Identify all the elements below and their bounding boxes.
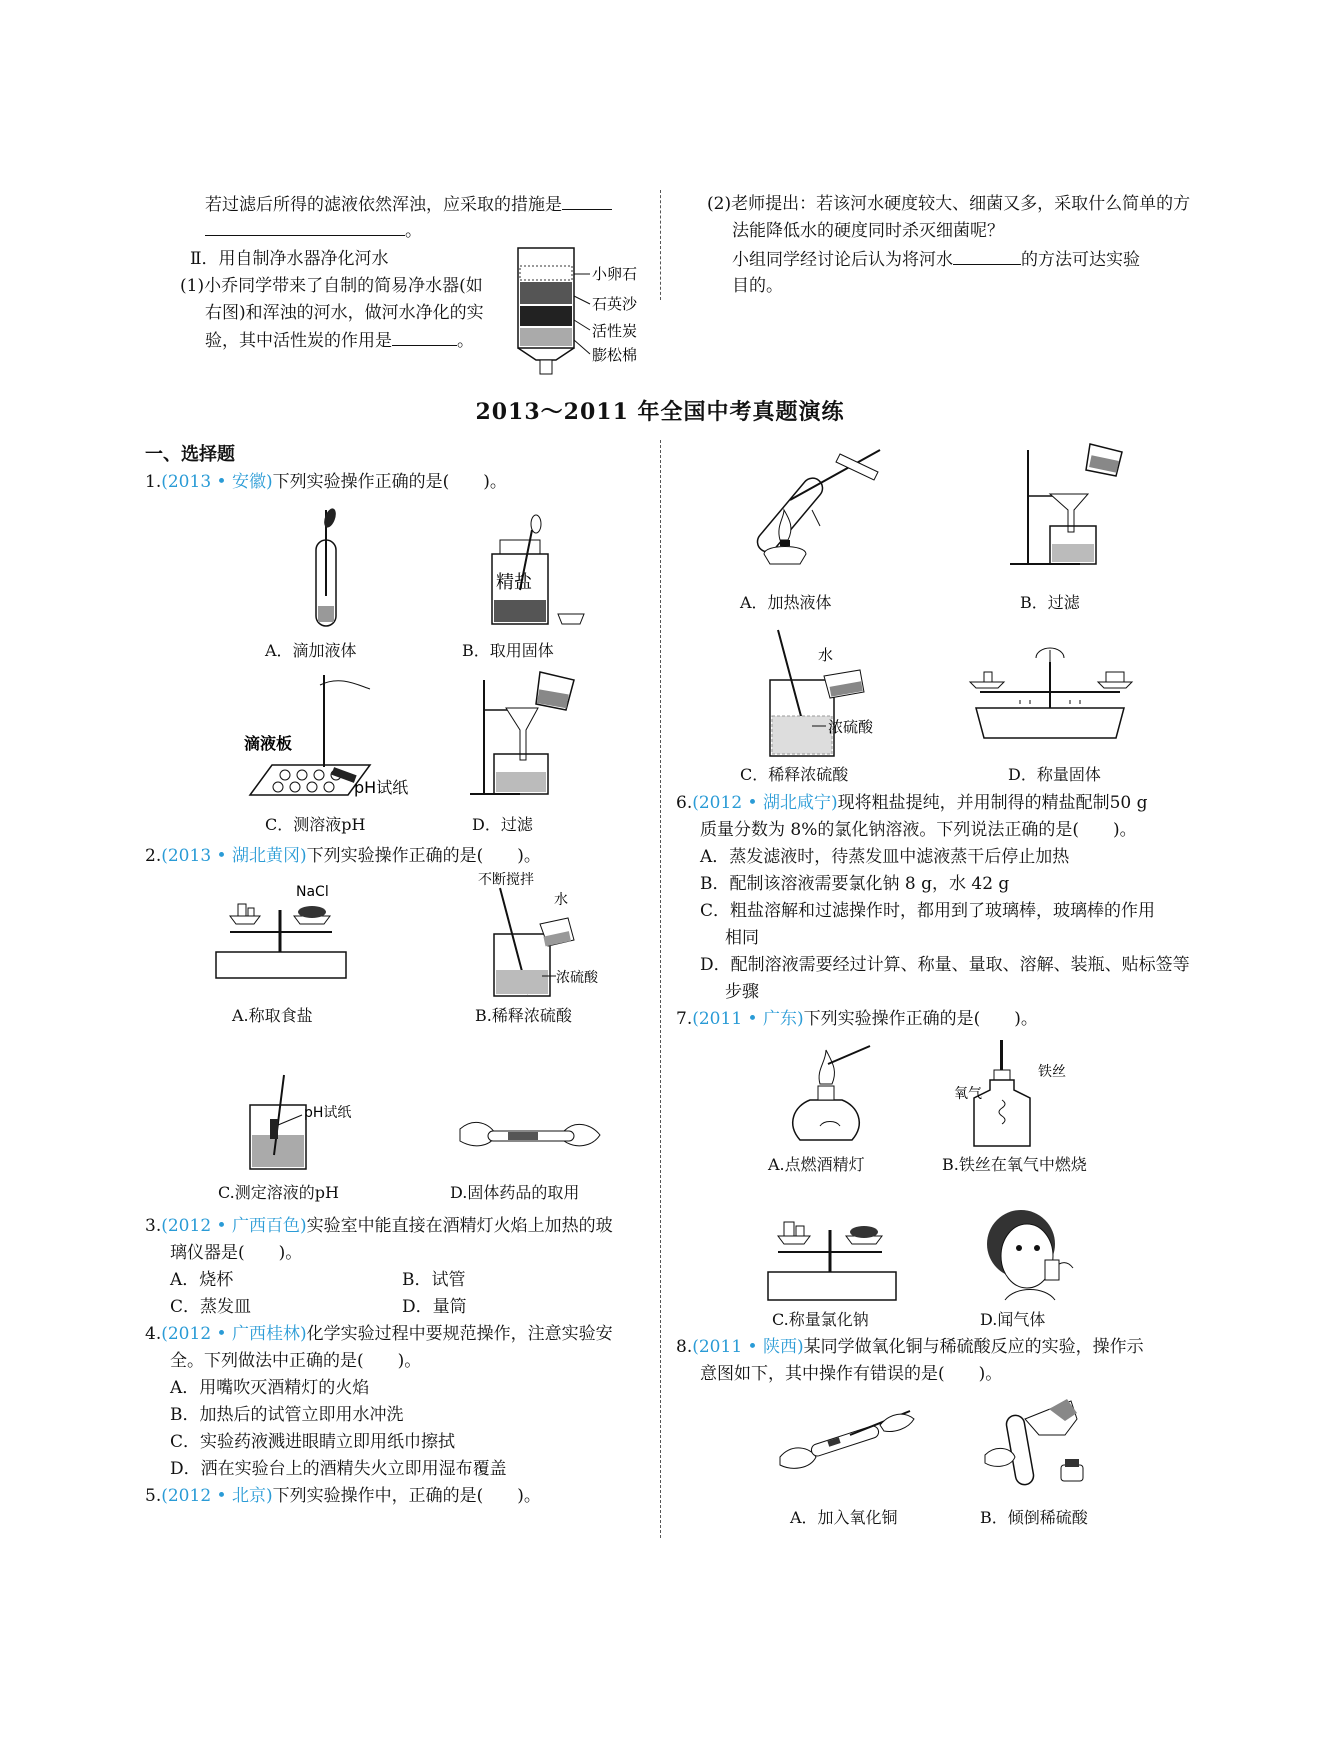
filter-label: 小卵石 bbox=[592, 265, 638, 283]
oxygen-label: 氧气 bbox=[954, 1086, 982, 1102]
jar-label: 精盐 bbox=[496, 572, 532, 593]
q2-line2: 法能降低水的硬度同时杀灭细菌呢？ bbox=[732, 221, 1004, 241]
question-source: (2013 • 湖北黄冈) bbox=[161, 846, 307, 866]
nacl-label: NaCl bbox=[296, 884, 329, 900]
alcohol-lamp-figure bbox=[780, 1040, 890, 1150]
filter-label: 膨松棉 bbox=[592, 346, 638, 364]
answer-blank[interactable] bbox=[953, 246, 1021, 265]
question-4: 4.(2012 • 广西桂林)化学实验过程中要规范操作，注意实验安 bbox=[145, 1324, 613, 1344]
section-heading: 一、选择题 bbox=[145, 444, 235, 465]
question-1: 1.(2013 • 安徽)下列实验操作正确的是( )。 bbox=[145, 472, 507, 492]
question-8: 8.(2011 • 陕西)某同学做氧化铜与稀硫酸反应的实验，操作示 bbox=[676, 1337, 1144, 1357]
water-label: 水 bbox=[554, 892, 568, 908]
question-6-cont: 质量分数为 8%的氯化钠溶液。下列说法正确的是( )。 bbox=[700, 820, 1137, 840]
dilute-acid-figure-a bbox=[470, 870, 620, 1000]
smell-gas-figure bbox=[975, 1200, 1085, 1310]
question-source: (2011 • 陕西) bbox=[692, 1337, 804, 1357]
q2-caption-b: B.稀释浓硫酸 bbox=[475, 1006, 572, 1025]
salt-jar-figure bbox=[480, 510, 590, 630]
solid-reagent-figure bbox=[460, 1105, 600, 1165]
q6-option-d[interactable]: D．配制溶液需要经过计算、称量、量取、溶解、装瓶、贴标签等 bbox=[700, 955, 1190, 975]
top-left-line1: 若过滤后所得的滤液依然浑浊，应采取的措施是 bbox=[205, 191, 612, 218]
top-divider bbox=[660, 190, 661, 300]
q2-caption-a: A.称取食盐 bbox=[232, 1006, 313, 1025]
q4-option-b[interactable]: B．加热后的试管立即用水冲洗 bbox=[170, 1405, 404, 1425]
page-title: 2013～2011 年全国中考真题演练 bbox=[475, 399, 845, 425]
plate-label: 滴液板 bbox=[244, 734, 293, 753]
q6-option-c-cont: 相同 bbox=[725, 928, 759, 948]
q7-caption-c: C.称量氯化钠 bbox=[772, 1310, 869, 1329]
pour-acid-figure bbox=[985, 1395, 1115, 1495]
ph-test-figure bbox=[240, 675, 409, 805]
q2-caption-d: D.固体药品的取用 bbox=[450, 1183, 580, 1202]
filter-label: 石英沙 bbox=[592, 295, 638, 313]
q7-caption-d: D.闻气体 bbox=[980, 1310, 1046, 1329]
question-8-cont: 意图如下，其中操作有错误的是( )。 bbox=[700, 1364, 1003, 1384]
q5-caption-a: A．加热液体 bbox=[740, 593, 832, 612]
q3-option-a[interactable]: A．烧杯 bbox=[170, 1270, 234, 1290]
q2-line4: 目的。 bbox=[732, 276, 783, 296]
iron-wire-figure bbox=[940, 1040, 1080, 1150]
q4-option-c[interactable]: C．实验药液溅进眼睛立即用纸巾擦拭 bbox=[170, 1432, 456, 1452]
balance-figure-b bbox=[760, 1200, 900, 1310]
q5-caption-d: D．称量固体 bbox=[1008, 765, 1101, 784]
paper-label: pH试纸 bbox=[304, 1105, 352, 1121]
question-2: 2.(2013 • 湖北黄冈)下列实验操作正确的是( )。 bbox=[145, 846, 541, 866]
q1-line2: 右图)和浑浊的河水，做河水净化的实 bbox=[205, 303, 484, 323]
question-source: (2012 • 广西百色) bbox=[161, 1216, 307, 1236]
q7-caption-b: B.铁丝在氧气中燃烧 bbox=[942, 1155, 1087, 1174]
dilute-acid-figure-b bbox=[760, 630, 920, 760]
q7-caption-a: A.点燃酒精灯 bbox=[768, 1155, 865, 1174]
q1-caption-c: C．测溶液pH bbox=[265, 815, 366, 834]
question-6: 6.(2012 • 湖北咸宁)现将粗盐提纯，并用制得的精盐配制50 g bbox=[676, 793, 1148, 813]
acid-label: 浓硫酸 bbox=[556, 970, 598, 986]
q2-caption-c: C.测定溶液的pH bbox=[218, 1183, 339, 1202]
q5-caption-c: C．稀释浓硫酸 bbox=[740, 765, 849, 784]
q5-caption-b: B．过滤 bbox=[1020, 593, 1080, 612]
q6-option-c[interactable]: C．粗盐溶解和过滤操作时，都用到了玻璃棒，玻璃棒的作用 bbox=[700, 901, 1156, 921]
answer-blank[interactable] bbox=[562, 191, 612, 210]
q6-option-d-cont: 步骤 bbox=[725, 982, 759, 1002]
q2-line1: (2)老师提出：若该河水硬度较大、细菌又多，采取什么简单的方 bbox=[707, 194, 1191, 214]
water-filter-figure bbox=[508, 248, 668, 378]
question-3: 3.(2012 • 广西百色)实验室中能直接在酒精灯火焰上加热的玻 bbox=[145, 1216, 613, 1236]
question-source: (2013 • 安徽) bbox=[161, 472, 273, 492]
top-left-line2: 。 bbox=[205, 217, 422, 244]
question-7: 7.(2011 • 广东)下列实验操作正确的是( )。 bbox=[676, 1009, 1038, 1029]
water-label: 水 bbox=[818, 646, 834, 664]
q1-caption-d: D．过滤 bbox=[472, 815, 533, 834]
dropper-tube-figure bbox=[300, 510, 360, 630]
filtration-figure bbox=[470, 670, 590, 800]
q8-caption-b: B．倾倒稀硫酸 bbox=[980, 1508, 1088, 1527]
answer-blank[interactable] bbox=[392, 327, 457, 346]
paper-label: pH试纸 bbox=[354, 778, 409, 797]
q1-caption-a: A．滴加液体 bbox=[265, 641, 357, 660]
question-4-cont: 全。下列做法中正确的是( )。 bbox=[170, 1351, 422, 1371]
q1-caption-b: B．取用固体 bbox=[462, 641, 554, 660]
question-source: (2012 • 湖北咸宁) bbox=[692, 793, 838, 813]
q1-line1: (1)小乔同学带来了自制的简易净水器(如 bbox=[180, 276, 483, 296]
column-divider bbox=[660, 440, 661, 1538]
q6-option-a[interactable]: A．蒸发滤液时，待蒸发皿中滤液蒸干后停止加热 bbox=[700, 847, 1070, 867]
question-source: (2012 • 北京) bbox=[161, 1486, 273, 1506]
question-5: 5.(2012 • 北京)下列实验操作中，正确的是( )。 bbox=[145, 1486, 541, 1506]
q3-option-d[interactable]: D．量筒 bbox=[402, 1297, 467, 1317]
q2-line3: 小组同学经讨论后认为将河水 的方法可达实验 bbox=[732, 246, 1140, 273]
q8-caption-a: A．加入氧化铜 bbox=[790, 1508, 898, 1527]
q1-line3: 验，其中活性炭的作用是 。 bbox=[205, 327, 474, 354]
q3-option-b[interactable]: B．试管 bbox=[402, 1270, 466, 1290]
question-source: (2011 • 广东) bbox=[692, 1009, 804, 1029]
question-source: (2012 • 广西桂林) bbox=[161, 1324, 307, 1344]
filter-label: 活性炭 bbox=[592, 322, 638, 340]
question-3-cont: 璃仪器是( )。 bbox=[170, 1243, 303, 1263]
part2-title: Ⅱ．用自制净水器净化河水 bbox=[190, 249, 389, 269]
balance-nacl-figure bbox=[210, 880, 350, 990]
heating-liquid-figure bbox=[750, 440, 890, 580]
acid-label: 浓硫酸 bbox=[828, 718, 874, 736]
ph-beaker-figure bbox=[240, 1075, 360, 1175]
q4-option-a[interactable]: A．用嘴吹灭酒精灯的火焰 bbox=[170, 1378, 370, 1398]
stir-label: 不断搅拌 bbox=[478, 872, 534, 888]
wire-label: 铁丝 bbox=[1038, 1064, 1066, 1080]
filtration-figure-b bbox=[1010, 440, 1140, 570]
q4-option-d[interactable]: D．洒在实验台上的酒精失火立即用湿布覆盖 bbox=[170, 1459, 507, 1479]
add-copper-oxide-figure bbox=[780, 1395, 920, 1475]
balance-figure-a bbox=[960, 648, 1140, 748]
answer-blank[interactable] bbox=[205, 217, 405, 236]
q6-option-b[interactable]: B．配制该溶液需要氯化钠 8 g，水 42 g bbox=[700, 874, 1010, 894]
q3-option-c[interactable]: C．蒸发皿 bbox=[170, 1297, 252, 1317]
